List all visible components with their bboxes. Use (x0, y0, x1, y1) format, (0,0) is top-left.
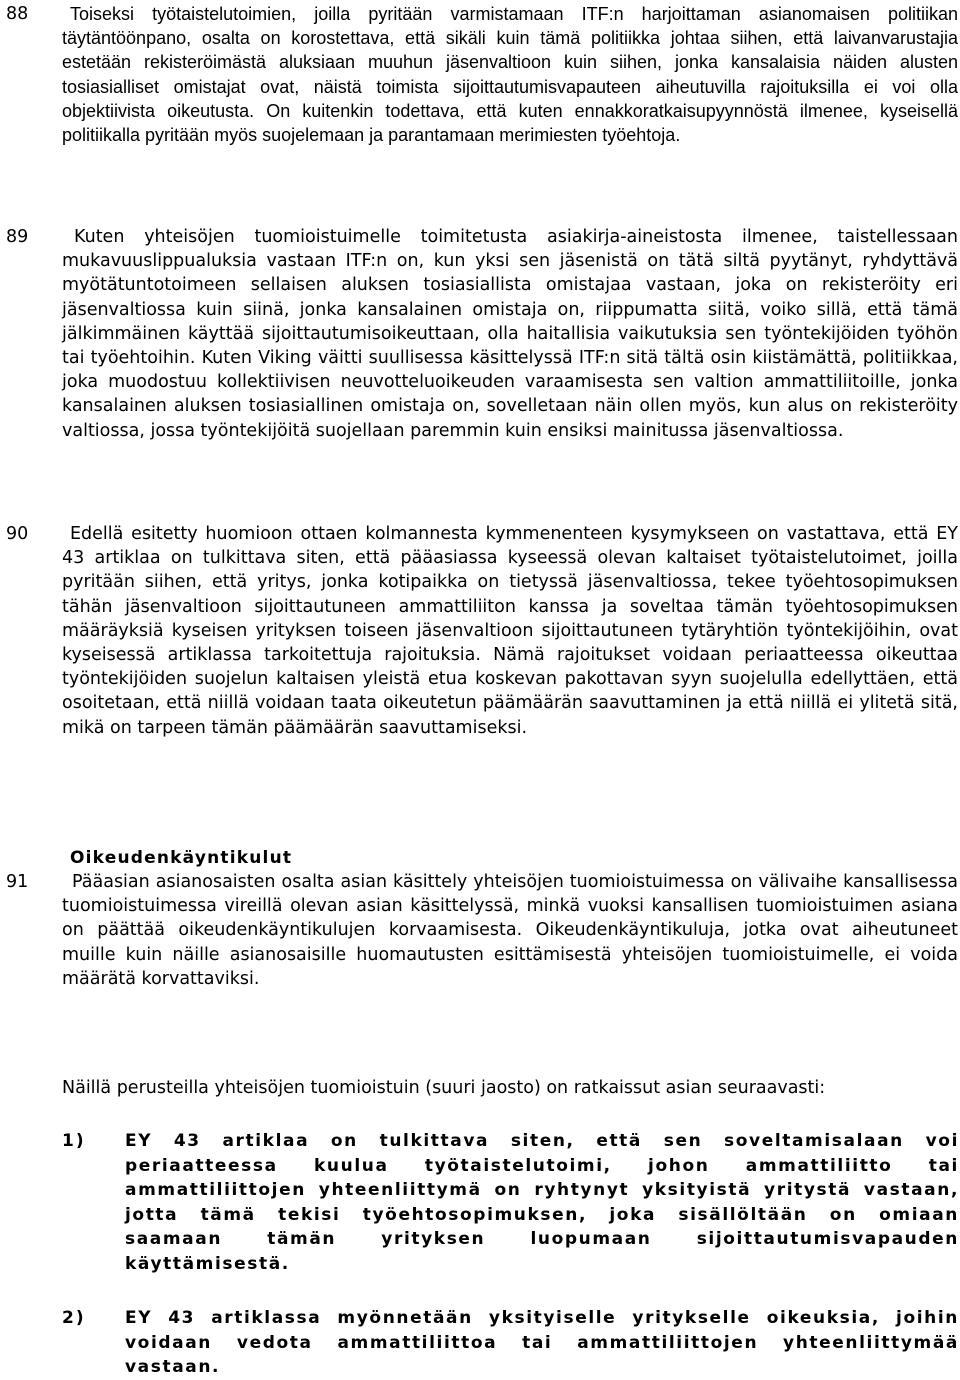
paragraph-text: Kuten yhteisöjen tuomioistuimelle toimitetusta asiakirja-aineistosta ilmenee, taistellessaan mukavuuslippualuksia vastaan ITF:n on, kun yksi sen jäsenistä on tätä siltä pyytänyt, ryhdyttävä myötätuntotoimeen sellaisen aluksen tosiasiallista omistajaa vastaan, joka on rekisteröity eri jäsenvaltiossa kuin siinä, jonka kansalainen omistaja on, riippumatta siitä, voiko sillä, että tämä jälkimmäinen käyttää sijoittautumisoikeuttaan, olla haitallisia vaikutuksia sen työntekijöiden työhön tai työehtoihin. Kuten Viking väitti suullisessa käsittelyssä ITF:n sitä tältä osin kiistämättä, politiikkaa, joka muodostuu kollektiivisen neuvotteluoikeuden varaamisesta sen valtion ammattiliitoille, jonka kansalainen aluksen tosiasiallinen omistaja on, sovelletaan näin ollen myös, kun alus on rekisteröity valtiossa, jossa työntekijöitä suojellaan paremmin kuin ensiksi mainitussa jäsenvaltiossa. (62, 227, 958, 441)
section-heading: Oikeudenkäyntikulut (70, 848, 293, 868)
paragraph-number: 90 (6, 524, 29, 544)
paragraph-text: Pääasian asianosaisten osalta asian käsittely yhteisöjen tuomioistuimessa on välivaihe kansallisessa tuomioistuimessa vireillä olevan asian käsittelyssä, minkä vuoksi kansallisen tuomioistuimen asiana on päättää oikeudenkäyntikulujen korvaamisesta. Oikeudenkäyntikuluja, jotka ovat aiheutuneet muille kuin näille asianosaisille huomautusten esittämisestä yhteisöjen tuomioistuimelle, ei voida määrätä korvattaviksi. (62, 872, 958, 989)
ruling-item-text: EY 43 artiklaa on tulkittava siten, että sen soveltamisalaan voi periaatteessa kuulua työtaistelutoimi, johon ammattiliitto tai ammattiliittojen yhteenliittymä on ryhtynyt yksityistä yritystä vastaan, jotta tämä tekisi työehtosopimuksen, joka sisällöltään on omiaan saamaan tämän yrityksen luopumaan sijoittautumisvapauden käyttämisestä. (125, 1131, 959, 1274)
paragraph-number: 88 (6, 4, 29, 24)
paragraph-text: Toiseksi työtaistelutoimien, joilla pyritään varmistamaan ITF:n harjoittaman asianomaisen politiikan täytäntöönpano, osalta on korostettava, että sikäli kuin tämä politiikka johtaa siihen, että laivanvarustajia estetään rekisteröimästä aluksiaan muuhun jäsenvaltioon kuin siihen, jonka kansalaisia näiden alusten tosiasialliset omistajat ovat, näistä toimista sijoittautumisvapauteen aiheutuvilla rajoituksilla ei voi olla objektiivista oikeutusta. On kuitenkin todettava, että kuten ennakkoratkaisupyynnöstä ilmenee, kyseisellä politiikalla pyritään myös suojelemaan ja parantamaan merimiesten työehtoja. (62, 4, 958, 146)
ruling-intro: Näillä perusteilla yhteisöjen tuomioistuin (suuri jaosto) on ratkaissut asian seuraavasti: (62, 1078, 826, 1098)
ruling-item-number: 2) (62, 1308, 86, 1328)
paragraph-number: 91 (6, 872, 29, 892)
paragraph-text: Edellä esitetty huomioon ottaen kolmannesta kymmenenteen kysymykseen on vastattava, että EY 43 artiklaa on tulkittava siten, että pääasiassa kyseessä olevan kaltaiset työtaistelutoimet, joilla pyritään siihen, että yritys, jonka kotipaikka on tietyssä jäsenvaltiossa, tekee työehtosopimuksen tähän jäsenvaltioon sijoittautuneen ammattiliiton kanssa ja soveltaa tämän työehtosopimuksen määräyksiä kyseisen yrityksen toiseen jäsenvaltioon sijoittautuneen tytäryhtiön työntekijöihin, ovat kyseisessä artiklassa tarkoitettuja rajoituksia. Nämä rajoitukset voidaan periaatteessa oikeuttaa työntekijöiden suojelun kaltaisen yleistä etua koskevan pakottavan syyn suojelulla edellyttäen, että osoitetaan, että niillä voidaan taata oikeutetun päämäärän saavuttaminen ja että niillä ei ylitetä sitä, mikä on tarpeen tämän päämäärän saavuttamiseksi. (62, 524, 958, 738)
ruling-item-number: 1) (62, 1131, 86, 1151)
ruling-item-text: EY 43 artiklassa myönnetään yksityiselle yritykselle oikeuksia, joihin voidaan vedota ammattiliittoa tai ammattiliittojen yhteenliittymää vastaan. (125, 1308, 959, 1377)
paragraph-number: 89 (6, 227, 29, 247)
